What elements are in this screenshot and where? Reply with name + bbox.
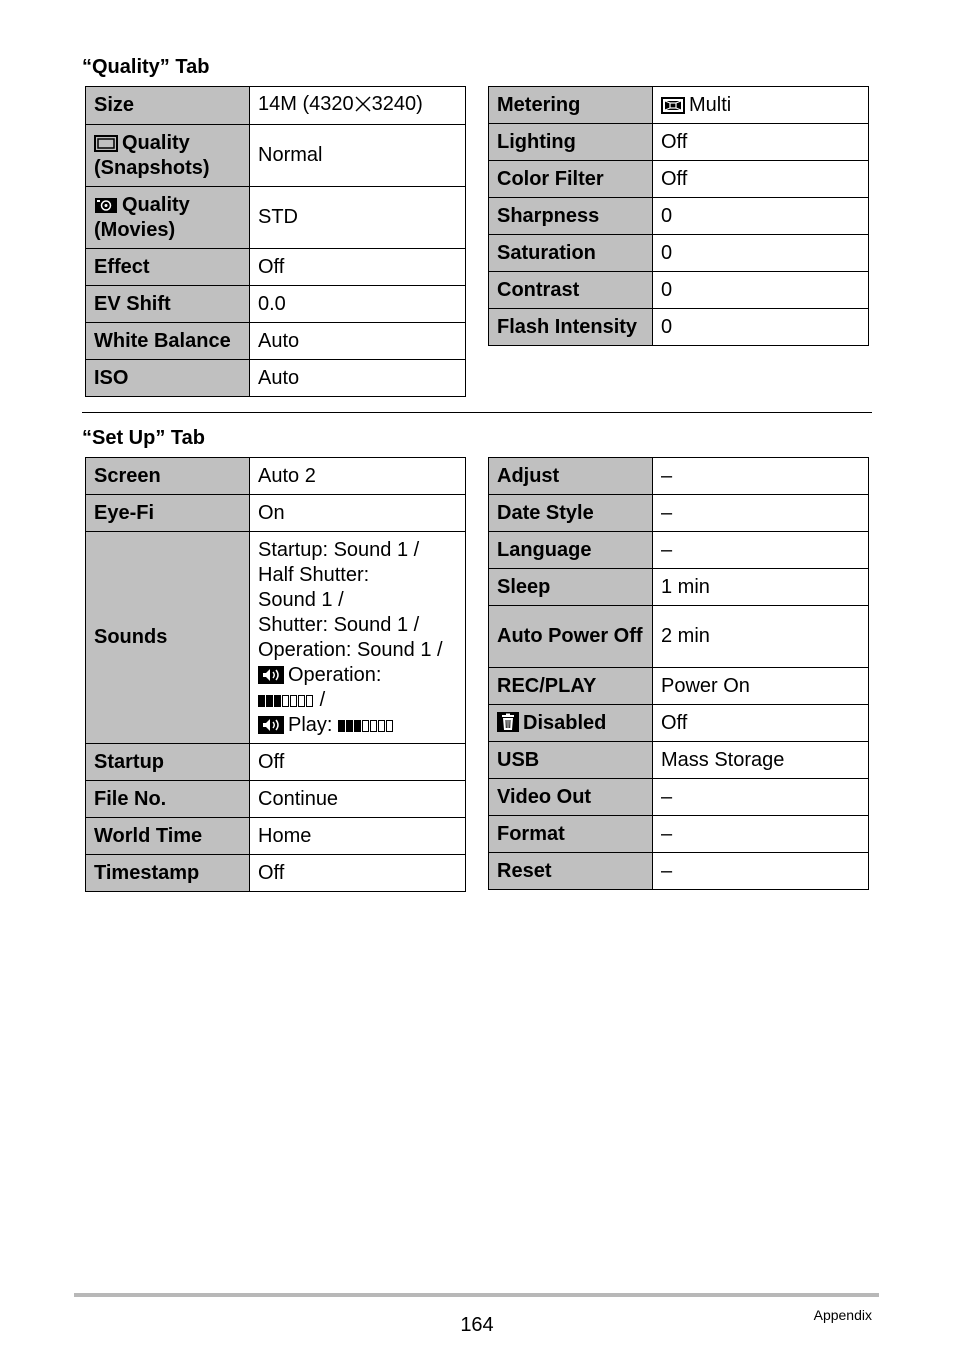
setting-label: Quality (Movies) — [86, 187, 250, 249]
play-volume-line: Play: — [258, 713, 457, 738]
setting-label: Saturation — [489, 235, 653, 272]
multi-metering-icon — [661, 97, 685, 114]
table-row — [489, 705, 869, 742]
table-row — [86, 855, 466, 892]
setting-label: Date Style — [489, 495, 653, 532]
setting-label: File No. — [86, 781, 250, 818]
table-row — [489, 124, 869, 161]
volume-level-bar — [290, 695, 297, 707]
setting-value: Auto — [250, 360, 466, 397]
setup-right-table — [488, 457, 869, 890]
setting-value: – — [653, 458, 869, 495]
volume-level-bar — [362, 720, 369, 732]
sounds-line: Startup: Sound 1 / — [258, 538, 420, 561]
setting-label: Video Out — [489, 779, 653, 816]
setting-value: Off — [250, 249, 466, 286]
setting-value: STD — [250, 187, 466, 249]
section-divider — [82, 412, 872, 413]
page-number: 164 — [460, 1314, 494, 1336]
setting-label: Sharpness — [489, 198, 653, 235]
operation-volume-bars-line: / — [258, 688, 457, 713]
quality-tab-title: “Quality” Tab — [82, 56, 210, 78]
volume-level-bar — [306, 695, 313, 707]
table-row — [489, 309, 869, 346]
setting-value: Off — [250, 855, 466, 892]
sounds-line: Sound 1 / — [258, 588, 344, 611]
setting-label: Flash Intensity — [489, 309, 653, 346]
table-row — [489, 853, 869, 890]
setting-label: White Balance — [86, 323, 250, 360]
setting-label: EV Shift — [86, 286, 250, 323]
volume-level-bar — [282, 695, 289, 707]
setting-label: Size — [86, 87, 250, 125]
sounds-line: Half Shutter: — [258, 563, 370, 586]
setting-value: 0.0 — [250, 286, 466, 323]
setting-label: Auto Power Off — [489, 606, 653, 668]
setting-value: Auto 2 — [250, 458, 466, 495]
setting-label: Format — [489, 816, 653, 853]
table-row — [489, 495, 869, 532]
setting-value: On — [250, 495, 466, 532]
table-row — [86, 249, 466, 286]
table-row — [86, 532, 466, 744]
play-volume-bars — [338, 713, 394, 738]
sounds-line: Operation: Sound 1 / — [258, 638, 443, 661]
table-row — [86, 87, 466, 125]
setting-value: 2 min — [653, 606, 869, 668]
setting-value: 0 — [653, 235, 869, 272]
table-row — [489, 198, 869, 235]
volume-level-bar — [354, 720, 361, 732]
setting-label: Startup — [86, 744, 250, 781]
setting-value: 1 min — [653, 569, 869, 606]
setting-value: – — [653, 816, 869, 853]
setting-label: Sleep — [489, 569, 653, 606]
setting-label: Contrast — [489, 272, 653, 309]
setting-label: Disabled — [489, 705, 653, 742]
volume-level-bar — [258, 695, 265, 707]
operation-volume-bars — [258, 688, 314, 713]
setting-value: 0 — [653, 309, 869, 346]
volume-level-bar — [378, 720, 385, 732]
setting-value: Auto — [250, 323, 466, 360]
speaker-icon — [258, 666, 284, 684]
trash-icon — [497, 712, 519, 732]
table-row — [86, 323, 466, 360]
table-row — [86, 458, 466, 495]
setting-label: USB — [489, 742, 653, 779]
sounds-line: Shutter: Sound 1 / — [258, 613, 420, 636]
table-row — [86, 286, 466, 323]
table-row — [86, 360, 466, 397]
setting-label: Color Filter — [489, 161, 653, 198]
table-row — [489, 742, 869, 779]
setting-label: Quality (Snapshots) — [86, 125, 250, 187]
table-row — [489, 816, 869, 853]
table-row — [86, 495, 466, 532]
setting-value: 14M (4320 3240) — [250, 87, 466, 125]
quality-left-table — [85, 86, 466, 397]
volume-level-bar — [346, 720, 353, 732]
volume-level-bar — [266, 695, 273, 707]
setting-value: Power On — [653, 668, 869, 705]
setting-value: Mass Storage — [653, 742, 869, 779]
setting-value: – — [653, 853, 869, 890]
table-row — [489, 458, 869, 495]
setting-value: 0 — [653, 198, 869, 235]
table-row — [86, 781, 466, 818]
setting-label: Metering — [489, 87, 653, 124]
setting-label: Timestamp — [86, 855, 250, 892]
setting-label: World Time — [86, 818, 250, 855]
table-row — [489, 272, 869, 309]
volume-level-bar — [274, 695, 281, 707]
table-row — [489, 161, 869, 198]
table-row — [489, 668, 869, 705]
times-icon — [355, 94, 371, 119]
setting-value: Off — [250, 744, 466, 781]
setting-label: Reset — [489, 853, 653, 890]
setting-label: Lighting — [489, 124, 653, 161]
setting-label: Adjust — [489, 458, 653, 495]
setting-label: Screen — [86, 458, 250, 495]
setting-value: Home — [250, 818, 466, 855]
setting-value: – — [653, 495, 869, 532]
table-row — [489, 532, 869, 569]
volume-level-bar — [386, 720, 393, 732]
setting-label: Language — [489, 532, 653, 569]
setting-label: Sounds — [86, 532, 250, 744]
setting-value: – — [653, 532, 869, 569]
setting-label: ISO — [86, 360, 250, 397]
quality-right-table — [488, 86, 869, 346]
footer-rule — [74, 1293, 879, 1297]
table-row — [489, 606, 869, 668]
setting-value: – — [653, 779, 869, 816]
setting-value: 0 — [653, 272, 869, 309]
setting-value: Normal — [250, 125, 466, 187]
setting-value — [250, 532, 466, 744]
snapshot-icon — [94, 135, 118, 152]
table-row — [86, 818, 466, 855]
table-row — [489, 779, 869, 816]
table-row — [489, 235, 869, 272]
setting-label: Effect — [86, 249, 250, 286]
setting-label: Eye-Fi — [86, 495, 250, 532]
setting-value: Off — [653, 161, 869, 198]
setting-value: Off — [653, 124, 869, 161]
volume-level-bar — [298, 695, 305, 707]
operation-volume-line: Operation: — [258, 663, 457, 688]
table-row — [86, 125, 466, 187]
table-row — [489, 87, 869, 124]
table-row — [86, 744, 466, 781]
setup-left-table — [85, 457, 466, 892]
table-row — [489, 569, 869, 606]
setting-value: Continue — [250, 781, 466, 818]
setting-value: Multi — [653, 87, 869, 124]
setting-label: REC/PLAY — [489, 668, 653, 705]
table-row — [86, 187, 466, 249]
volume-level-bar — [370, 720, 377, 732]
volume-level-bar — [338, 720, 345, 732]
speaker-icon — [258, 716, 284, 734]
movie-icon — [94, 197, 118, 214]
setup-tab-title: “Set Up” Tab — [82, 427, 205, 449]
footer-section-label: Appendix — [813, 1307, 872, 1323]
setting-value: Off — [653, 705, 869, 742]
